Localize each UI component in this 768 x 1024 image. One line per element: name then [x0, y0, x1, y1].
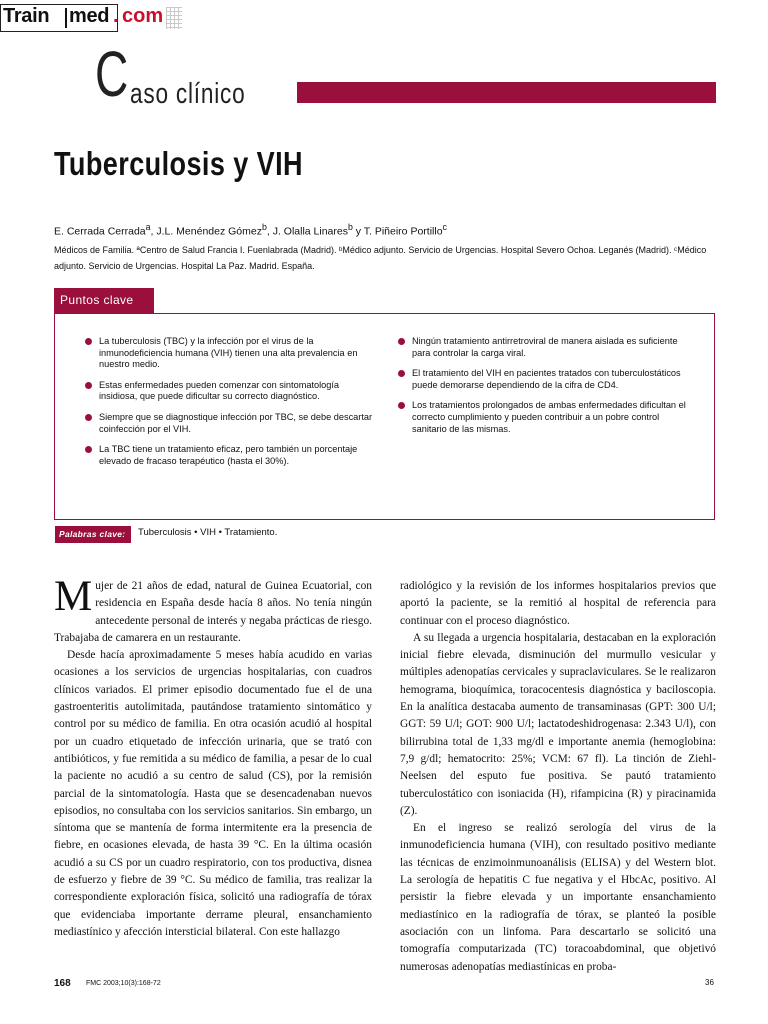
author-list [54, 222, 447, 238]
page-number-right: 36 [705, 978, 714, 987]
journal-reference: FMC 2003;10(3):168-72 [86, 980, 161, 987]
author-superscript: a [145, 222, 151, 232]
list-item [85, 412, 375, 435]
author-name: , J. Olalla Linares [266, 225, 348, 238]
list-item [85, 444, 375, 467]
bullet-icon [85, 338, 92, 345]
list-item [398, 336, 688, 359]
key-points-left-column [85, 336, 375, 476]
logo-text-dot: . [113, 5, 119, 27]
keywords-label-text: Palabras clave: [59, 529, 126, 539]
trainmed-logo[interactable] [0, 4, 185, 32]
logo-text-train: Train [3, 5, 50, 27]
key-point-text: La TBC tiene un tratamiento eficaz, pero también un porcentaje elevado de fracaso terapéutico (hasta el 30%). [99, 444, 358, 466]
body-column-right [400, 578, 716, 976]
body-column-left [54, 573, 372, 941]
keywords-label [55, 526, 131, 543]
author-superscript: b [261, 222, 267, 232]
key-points-heading [54, 288, 154, 313]
bullet-icon [85, 382, 92, 389]
list-item [398, 400, 688, 435]
paragraph: En el ingreso se realizó serología del virus de la inmunodeficiencia humana (VIH), con resultado positivo mediante las técnicas de enzimoinmunoanálisis (ELISA) y del Western blot. La serología de hepatitis C fue negativa y el HbcAc, positivo. Al persistir la fiebre elevada y un importante ensanchamiento mediastínico en la radiografía de tórax, se planteó la posible asociación con un linfoma. Para descartarlo se solicitó una tomografía computarizada (TC) toracoabdominal, que objetivó numerosas adenopatías mediastínicas en proba- [400, 822, 716, 973]
list-item [85, 336, 375, 371]
logo-grid-pattern [166, 7, 182, 29]
bullet-icon [85, 414, 92, 421]
paragraph: A su llegada a urgencia hospitalaria, destacaban en la exploración inicial fiebre elevada, disminución del murmullo vesicular y múltiples adenopatías cervicales y supraclaviculares. Se le realizaron hemograma, bioquímica, toracocentesis diagnóstica y baciloscopia. En la analítica destacaba aumento de transaminasas (GPT: 300 U/l; GGT: 59 U/l; GOT: 900 U/l; lactatodeshidrogenasa: 2.343 U/l), con bilirrubina total de 1,33 mg/dl e importante anemia (hemoglobina: 7,9 g/dl; hematocrito: 25%; VCM: 67 fl). La tinción de Ziehl-Neelsen del esputo fue positiva. Se pautó tratamiento tuberculostático con isoniacida (H), rifampicina (R) y piracinamida (Z). [400, 631, 716, 817]
logo-text-med: med [69, 5, 110, 27]
key-point-text: El tratamiento del VIH en pacientes tratados con tuberculostáticos puede demorarse dependiendo de la cifra de CD4. [412, 368, 681, 390]
paragraph-text: ujer de 21 años de edad, natural de Guinea Ecuatorial, con residencia en España desde hacía 8 años. No tenía ningún antecedente personal de interés y negaba prácticas de riesgo. Trabajaba de camarera en un restaurante. [54, 580, 372, 644]
section-initial: C [95, 38, 129, 110]
author-name: , J.L. Menéndez Gómez [150, 225, 262, 238]
logo-text-com: com [122, 5, 164, 27]
key-points-heading-text: Puntos clave [60, 293, 134, 307]
key-points-right-column [398, 336, 688, 444]
section-accent-bar [297, 82, 716, 103]
article-title: Tuberculosis y VIH [54, 145, 303, 182]
author-name: E. Cerrada Cerrada [54, 225, 146, 238]
author-superscript: c [442, 222, 447, 232]
key-point-text: Los tratamientos prolongados de ambas enfermedades dificultan el correcto cumplimiento y pueden contribuir a un pobre control sanitario de las mismas. [412, 400, 686, 434]
keywords-text: Tuberculosis • VIH • Tratamiento. [138, 527, 278, 538]
drop-cap: M [54, 573, 93, 620]
paragraph: radiológico y la revisión de los informes hospitalarios previos que aportó la paciente, se la remitió al hospital de referencia para continuar con el proceso diagnóstico. [400, 580, 716, 627]
page-number: 168 [54, 978, 71, 989]
bullet-icon [85, 446, 92, 453]
list-item [398, 368, 688, 391]
bullet-icon [398, 338, 405, 345]
paragraph [54, 573, 372, 647]
key-point-text: Estas enfermedades pueden comenzar con sintomatología insidiosa, que puede dificultar su correcto diagnóstico. [99, 379, 340, 402]
author-name: y T. Piñeiro Portillo [352, 225, 443, 238]
key-points-box [54, 313, 715, 520]
logo-divider [65, 8, 67, 28]
bullet-icon [398, 402, 405, 409]
key-point-text: Ningún tratamiento antirretroviral de manera aislada es suficiente para controlar la carga viral. [412, 336, 678, 358]
key-point-text: Siempre que se diagnostique infección por TBC, se debe descartar coinfección por el VIH. [99, 411, 373, 434]
paragraph: Desde hacía aproximadamente 5 meses había acudido en varias ocasiones a los servicios de urgencias hospitalarias, con cuadros clínicos variados. El primer episodio documentado fue el de una gastroenteritis autolimitada, pautándose tratamiento sintomático y control por su médico de familia. En otra ocasión acudió al hospital por un cuadro etiquetado de infección urinaria, que se trató con antibióticos, y fue remitida a su médico de familia, a pesar de lo cual la paciente no acudió a su centro de salud (CS), por la remisión parcial de la sintomatología. Hasta que se desencadenaban nuevos episodios, no consultaba con los servicios sanitarios. Sin embargo, un síntoma que se mantenía de forma intermitente era la presencia de fiebre, en ocasiones elevada, de hasta 39 °C. En la última ocasión acudió a su CS por un cuadro respiratorio, con tos productiva, disnea de esfuerzo y fiebre de 39 °C. Su médico de familia, tras realizar la correspondiente exploración física, solicitó una radiografía de tórax que evidenciaba importante derrame pleural, ensanchamiento mediastínico y afección intersticial bilateral. Con este hallazgo [54, 649, 372, 938]
author-superscript: b [347, 222, 353, 232]
section-label: aso clínico [130, 78, 246, 110]
bullet-icon [398, 370, 405, 377]
key-point-text: La tuberculosis (TBC) y la infección por el virus de la inmunodeficiencia humana (VIH) tienen una alta prevalencia en nuestro medio. [99, 336, 358, 370]
affiliations: Médicos de Familia. ªCentro de Salud Francia I. Fuenlabrada (Madrid). ᵇMédico adjunto. Servicio de Urgencias. Hospital Severo Ochoa. Leganés (Madrid). ᶜMédico adjunto. Servicio de Urgencias. Hospital La Paz. Madrid. España. [54, 245, 707, 271]
list-item [85, 380, 375, 403]
